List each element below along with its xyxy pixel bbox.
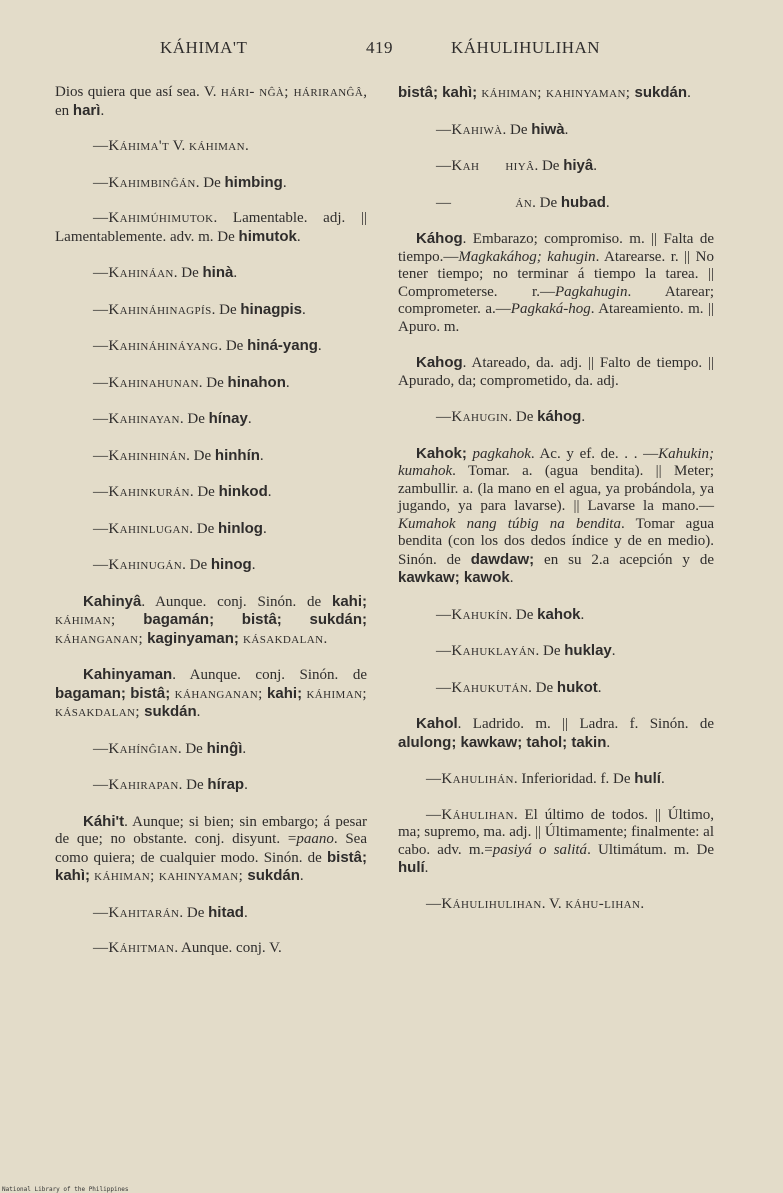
entry-continuation: bistâ; kahì; káhiman; kahinyaman; sukdán. bbox=[398, 84, 691, 101]
dictionary-entry: —Kahinugán. De hinog. bbox=[93, 556, 256, 573]
dictionary-entry: —Kahimbinĝán. De himbing. bbox=[93, 173, 287, 191]
left-column bbox=[55, 84, 367, 958]
dictionary-entry: —Kahínĝian. De hinĝì. bbox=[93, 739, 247, 757]
running-head-left: KÁHIMA'T bbox=[160, 38, 248, 57]
dictionary-entry: —Kahinkurán. De hinkod. bbox=[93, 483, 272, 500]
entry-continuation: Dios quiera que así sea. V. hári- nĝà; háriranĝâ, en harì. bbox=[55, 84, 367, 119]
dictionary-entry: —Káhima't V. káhiman. bbox=[93, 138, 249, 154]
page-number: 419 bbox=[366, 38, 393, 57]
dictionary-entry: —Kahinlugan. De hinlog. bbox=[93, 519, 267, 537]
library-footer: National Library of the Philippines bbox=[2, 1186, 129, 1193]
dictionary-entry: Kahinyâ. Aunque. conj. Sinón. de kahi; káhiman; bagamán; bistâ; sukdán; káhanganan; kaginyaman; kásakdalan. bbox=[55, 592, 367, 647]
dictionary-entry: —Kahukín. De kahok. bbox=[436, 605, 585, 623]
dictionary-entry: Kahinyaman. Aunque. conj. Sinón. de bagaman; bistâ; káhanganan; kahi; káhiman; kásakdalan; sukdán. bbox=[55, 666, 367, 720]
dictionary-entry: —Kahuklayán. De huklay. bbox=[436, 642, 616, 659]
running-head-right: KÁHULIHULIHAN bbox=[451, 38, 601, 57]
dictionary-entry: Káhog. Embarazo; compromiso. m. || Falta de tiempo.—Magkakáhog; kahugin. Atarearse. r. || No tener tiempo; no terminar á tiempo la tarea. || Comprometerse. r.—Pagkahugin. Atarear; comprometer. a.—Pagkaká-hog. Atareamiento. m. || Apuro. m. bbox=[398, 230, 714, 335]
dictionary-entry: —Kahinahunan. De hinahon. bbox=[93, 373, 290, 391]
dictionary-entry: —Kahinhinán. De hinhín. bbox=[93, 446, 264, 464]
dictionary-entry: —Káhulihulihan. V. káhu-lihan. bbox=[426, 895, 645, 912]
dictionary-entry: —Káhitman. Aunque. conj. V. bbox=[93, 940, 282, 956]
dictionary-entry: —Kah hiyâ. De hiyâ. bbox=[436, 157, 597, 174]
dictionary-entry: Kahog. Atareado, da. adj. || Falto de tiempo. || Apurado, da; comprometido, da. adj. bbox=[398, 354, 714, 389]
dictionary-entry: —Kahinayan. De hínay. bbox=[93, 410, 252, 427]
dictionary-entry: — án. De hubad. bbox=[436, 193, 610, 211]
dictionary-entry: —Kahukután. De hukot. bbox=[436, 678, 602, 696]
dictionary-entry: —Kahugin. De káhog. bbox=[436, 408, 586, 425]
dictionary-entry: —Kahulihán. Inferioridad. f. De hulí. bbox=[426, 770, 665, 787]
dictionary-entry: Kahol. Ladrido. m. || Ladra. f. Sinón. de alulong; kawkaw; tahol; takin. bbox=[398, 715, 714, 751]
dictionary-entry: —Kahiwà. De hiwà. bbox=[436, 120, 569, 138]
right-column bbox=[398, 84, 714, 913]
dictionary-entry: Kahok; pagkahok. Ac. y ef. de. . . —Kahukin; kumahok. Tomar. a. (agua bendita). || Meter; zambullir. a. (la mano en el agua, ya probándola, ya jugando, ya para lavarse). || Lavarse la mano.—Kumahok nang túbig na bendita. Tomar agua bendita (con los dos dedos índice y de en medio). Sinón. de dawdaw; en su 2.a acepción y de kawkaw; kawok. bbox=[398, 444, 714, 586]
dictionary-entry: —Káhulihan. El último de todos. || Último, ma; supremo, ma. adj. || Últimamente; finalmente: al cabo. adv. m.=pasiyá o salitá. Ultimátum. m. De hulí. bbox=[398, 806, 714, 876]
dictionary-entry: —Kahináhináyang. De hiná-yang. bbox=[93, 337, 322, 354]
dictionary-entry: —Kahináan. De hinà. bbox=[93, 264, 238, 281]
dictionary-entry: —Kahináhinagpís. De hinagpis. bbox=[93, 300, 306, 318]
dictionary-entry: Káhi't. Aunque; si bien; sin embargo; á pesar de que; no obstante. conj. disyunt. =paano. Sea como quiera; de cualquier modo. Sinón. de bistâ; kahì; káhiman; kahinyaman; sukdán. bbox=[55, 812, 367, 884]
dictionary-entry: —Kahitarán. De hitad. bbox=[93, 903, 248, 921]
dictionary-entry: —Kahimúhimutok. Lamentable. adj. || Lamentablemente. adv. m. De himutok. bbox=[55, 210, 367, 245]
dictionary-entry: —Kahirapan. De hírap. bbox=[93, 776, 248, 793]
